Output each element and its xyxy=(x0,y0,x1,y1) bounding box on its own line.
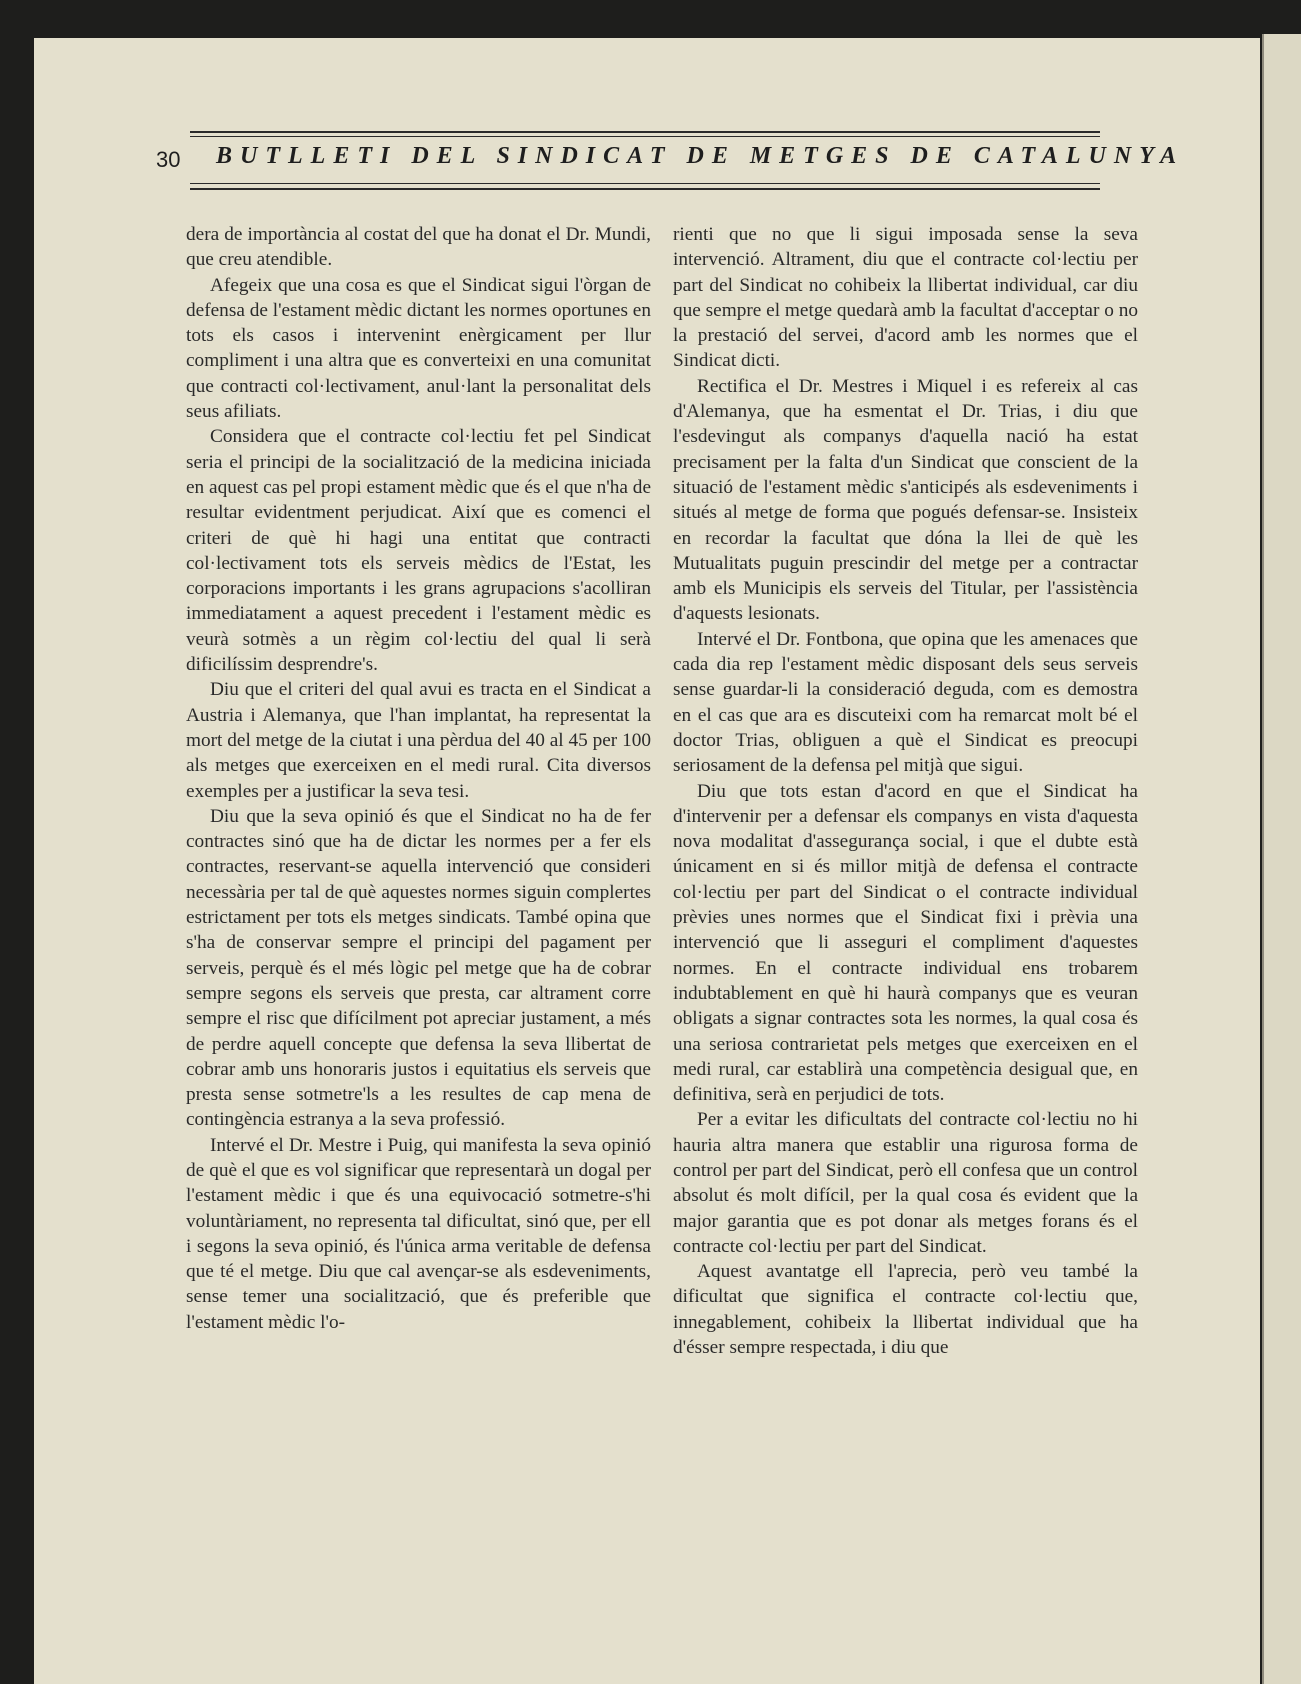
paragraph: Aquest avantatge ell l'aprecia, però veu també la dificultat que significa el contracte col·lectiu que, innegablement, cohibeix la llibertat individual que ha d'ésser sempre respectada, i diu que xyxy=(673,1261,1138,1359)
running-title: BUTLLETI DEL SINDICAT DE METGES DE CATALUNYA xyxy=(216,143,1185,169)
header-rule-bottom-thin xyxy=(190,183,1100,184)
page-number: 30 xyxy=(156,147,181,172)
paragraph: Intervé el Dr. Fontbona, que opina que les amenaces que cada dia rep l'estament mèdic disposant dels seus serveis sense guardar-li la consideració deguda, com es demostra en el cas que ara es discuteixi com ha remarcat molt bé el doctor Trias, obliguen a què el Sindicat es preocupi seriosament de la defensa pel mitjà que sigui. xyxy=(673,628,1138,777)
left-column xyxy=(186,222,651,1335)
header-rule-top xyxy=(190,131,1100,133)
paragraph: Considera que el contracte col·lectiu fet pel Sindicat seria el principi de la socialització de la medicina iniciada en aquest cas pel propi estament mèdic que és el que n'ha de resultar evidentment perjudicat. Així que es comenci el criteri de què hi hagi una entitat que contracti col·lectivament tots els serveis mèdics de l'Estat, les corporacions importants i les grans agrupacions s'acolliran immediatament a aquest precedent i l'estament mèdic es veurà sotmès a un règim col·lectiu del qual li serà dificilíssim desprendre's. xyxy=(186,426,651,676)
paragraph: rienti que no que li sigui imposada sense la seva intervenció. Altrament, diu que el contracte col·lectiu per part del Sindicat no cohibeix la llibertat individual, car diu que sempre el metge quedarà amb la facultat d'acceptar o no la prestació del servei, d'acord amb les normes que el Sindicat dicti. xyxy=(673,224,1138,372)
paragraph: dera de importància al costat del que ha donat el Dr. Mundi, que creu atendible. xyxy=(186,224,651,271)
header-rule-bottom xyxy=(190,188,1100,190)
paragraph: Intervé el Dr. Mestre i Puig, qui manifesta la seva opinió de què el que es vol significar que representarà un dogal per l'estament mèdic i que és una equivocació sotmetre-s'hi voluntàriament, no representa tal dificultat, sinó que, per ell i segons la seva opinió, és l'única arma veritable de defensa que té el metge. Diu que cal avençar-se als esdeveniments, sense temer una socialització, que és preferible que l'estament mèdic l'o- xyxy=(186,1134,651,1333)
page-header xyxy=(156,95,1185,191)
header-rule-top-thin xyxy=(190,136,1100,137)
paragraph: Diu que tots estan d'acord en que el Sindicat ha d'intervenir per a defensar els companys en vista d'aquesta nova modalitat d'assegurança social, i que el dubte està únicament en si és millor mitjà de defensa el contracte col·lectiu per part del Sindicat o el contracte individual prèvies unes normes que el Sindicat fixi i prèvia una intervenció que li asseguri el compliment d'aquestes normes. En el contracte individual ens trobarem indubtablement en què hi haurà companys que es veuran obligats a signar contractes sota les normes, la qual cosa és una seriosa contrarietat pels metges que exerceixen en el medi rural, car establirà una competència desigual que, en definitiva, serà en perjudici de tots. xyxy=(673,780,1138,1106)
paragraph: Diu que el criteri del qual avui es tracta en el Sindicat a Austria i Alemanya, que l'han implantat, ha representat la mort del metge de la ciutat i una pèrdua del 40 al 45 per 100 als metges que exerceixen en el medi rural. Cita diversos exemples per a justificar la seva tesi. xyxy=(186,679,651,802)
right-column xyxy=(673,222,1138,1360)
paragraph: Diu que la seva opinió és que el Sindicat no ha de fer contractes sinó que ha de dictar les normes per a fer els contractes, reservant-se aquella intervenció que consideri necessària per tal de què aquestes normes siguin complertes estrictament per tots els metges sindicats. També opina que s'ha de conservar sempre el principi del pagament per serveis, perquè és el més lògic pel metge que ha de cobrar sempre segons els serveis que presta, car altrament corre sempre el risc que difícilment pot apreciar justament, a més de perdre aquell concepte que defensa la seva llibertat de cobrar amb uns honoraris justos i equitatius els serveis que presta sense sotmetre'ls a les resultes de cap mena de contingència estranya a la seva professió. xyxy=(186,805,651,1131)
paragraph: Rectifica el Dr. Mestres i Miquel i es refereix al cas d'Alemanya, que ha esmentat el Dr. Trias, i diu que l'esdevingut als companys d'aquella nació ha estat precisament per la falta d'un Sindicat que conscient de la situació de l'estament mèdic s'anticipés als esdeveniments i situés al metge de forma que pogués defensar-se. Insisteix en recordar la facultat que dóna la llei de què les Mutualitats puguin prescindir del metge per a contractar amb els Municipis els serveis del Titular, per l'assistència d'aquests lesionats. xyxy=(673,375,1138,625)
paragraph: Afegeix que una cosa es que el Sindicat sigui l'òrgan de defensa de l'estament mèdic dictant les normes oportunes en tots els casos i intervenint enèrgicament per llur compliment i una altra que es converteixi en una comunitat que contracti col·lectivament, anul·lant la personalitat dels seus afiliats. xyxy=(186,274,652,423)
paragraph: Per a evitar les dificultats del contracte col·lectiu no hi hauria altra manera que establir una rigurosa forma de control per part del Sindicat, però ell confesa que un control absolut és molt difícil, per la qual cosa és evident que la major garantia que es pot donar als metges forans és el contracte col·lectiu per part del Sindicat. xyxy=(673,1109,1138,1257)
facing-page-edge xyxy=(1262,34,1301,1684)
